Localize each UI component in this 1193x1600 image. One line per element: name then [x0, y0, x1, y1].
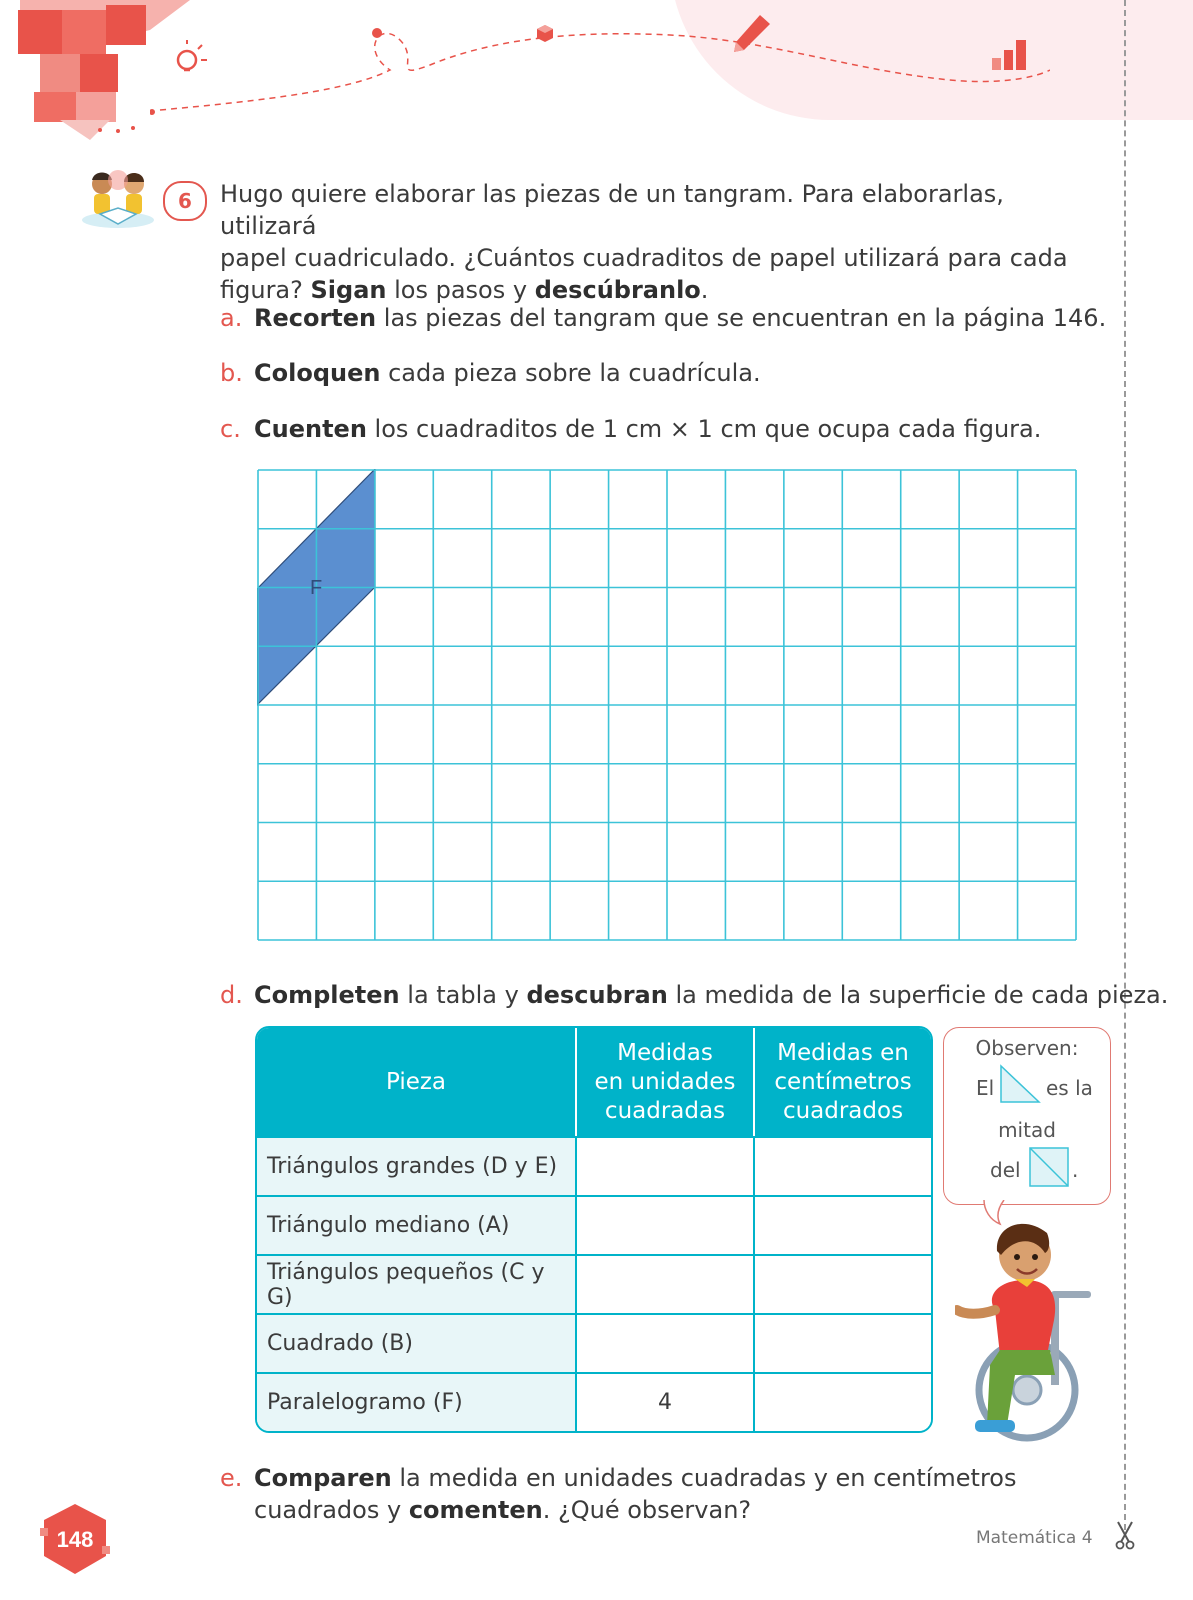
step-verb: Recorten [254, 304, 377, 332]
step-text: la medida en unidades cuadradas y en centímetros [391, 1464, 1017, 1492]
header-piece: Pieza [257, 1028, 577, 1136]
step-verb: comenten [408, 1496, 543, 1524]
table-row [257, 1254, 931, 1313]
header-square-units: Medidas en unidades cuadradas [577, 1028, 755, 1136]
bubble-text: El [976, 1076, 995, 1100]
dashed-path-decoration [150, 10, 1050, 120]
pencil-icon [730, 12, 775, 57]
intro-line: papel cuadriculado. ¿Cuántos cuadraditos de papel utilizará para cada [220, 244, 1068, 272]
hint-bubble [943, 1027, 1111, 1205]
table-row [257, 1372, 931, 1431]
step-verb: Completen [254, 981, 400, 1009]
table-header-row [257, 1028, 931, 1136]
table-row [257, 1195, 931, 1254]
units-cell[interactable]: 4 [577, 1372, 755, 1431]
piece-label: F [310, 577, 323, 599]
page-number-hexagon [38, 1500, 112, 1580]
bubble-text: mitad [998, 1118, 1056, 1142]
step-c [220, 413, 1041, 445]
cm-cell[interactable] [755, 1254, 931, 1313]
square-grid [257, 469, 1077, 945]
cm-cell[interactable] [755, 1372, 931, 1431]
half-square-triangle-icon [999, 1064, 1041, 1104]
cm-cell[interactable] [755, 1195, 931, 1254]
step-text: . ¿Qué observan? [542, 1496, 752, 1524]
step-b [220, 357, 761, 389]
piece-name: Cuadrado (B) [257, 1313, 577, 1372]
step-letter: e. [220, 1464, 243, 1492]
header-square-cm: Medidas en centímetros cuadrados [755, 1028, 931, 1136]
step-text: cuadrados y [254, 1496, 409, 1524]
bubble-title: Observen: [975, 1036, 1079, 1060]
step-verb: Comparen [254, 1464, 392, 1492]
table-row [257, 1313, 931, 1372]
step-letter: c. [220, 415, 241, 443]
cm-cell[interactable] [755, 1136, 931, 1195]
cube-small-icon [535, 24, 555, 44]
piece-name: Triángulos grandes (D y E) [257, 1136, 577, 1195]
table-row [257, 1136, 931, 1195]
scissors-icon [1114, 1520, 1136, 1550]
step-e [220, 1462, 1016, 1526]
step-text: los cuadraditos de 1 cm × 1 cm que ocupa cada figura. [366, 415, 1042, 443]
piece-name: Triángulo mediano (A) [257, 1195, 577, 1254]
exercise-intro [220, 178, 1080, 306]
step-verb: Cuenten [254, 415, 367, 443]
square-icon [1028, 1146, 1070, 1188]
exercise-number-badge: 6 [163, 181, 207, 221]
step-a [220, 302, 1106, 334]
bubble-text: es la [1046, 1076, 1093, 1100]
piece-name: Paralelogramo (F) [257, 1372, 577, 1431]
step-verb: Coloquen [254, 359, 381, 387]
units-cell[interactable] [577, 1195, 755, 1254]
children-reading-icon [78, 168, 158, 232]
units-cell[interactable] [577, 1313, 755, 1372]
step-text: la medida de la superficie de cada pieza. [667, 981, 1169, 1009]
book-title: Matemática 4 [976, 1528, 1093, 1548]
intro-line: figura? Sigan los pasos y descúbranlo. [220, 276, 709, 304]
grid-lines [258, 470, 1076, 940]
cut-line [1124, 0, 1126, 1530]
step-text: las piezas del tangram que se encuentran en la página 146. [376, 304, 1107, 332]
units-cell[interactable] [577, 1136, 755, 1195]
page-number: 148 [56, 1527, 94, 1552]
step-letter: a. [220, 304, 243, 332]
boy-wheelchair-illustration [955, 1215, 1110, 1450]
cm-cell[interactable] [755, 1313, 931, 1372]
measurements-table [255, 1026, 933, 1433]
bubble-text: del [990, 1158, 1021, 1182]
step-text: cada pieza sobre la cuadrícula. [380, 359, 761, 387]
bar-chart-icon [990, 36, 1030, 72]
intro-line: Hugo quiere elaborar las piezas de un tangram. Para elaborarlas, utilizará [220, 180, 1004, 240]
step-d [220, 979, 1168, 1011]
grid-svg [257, 469, 1077, 941]
bubble-text: . [1072, 1158, 1079, 1182]
piece-name: Triángulos pequeños (C y G) [257, 1254, 577, 1313]
step-letter: d. [220, 981, 243, 1009]
units-cell[interactable] [577, 1254, 755, 1313]
step-text: la tabla y [399, 981, 527, 1009]
step-letter: b. [220, 359, 243, 387]
step-verb: descubran [526, 981, 668, 1009]
